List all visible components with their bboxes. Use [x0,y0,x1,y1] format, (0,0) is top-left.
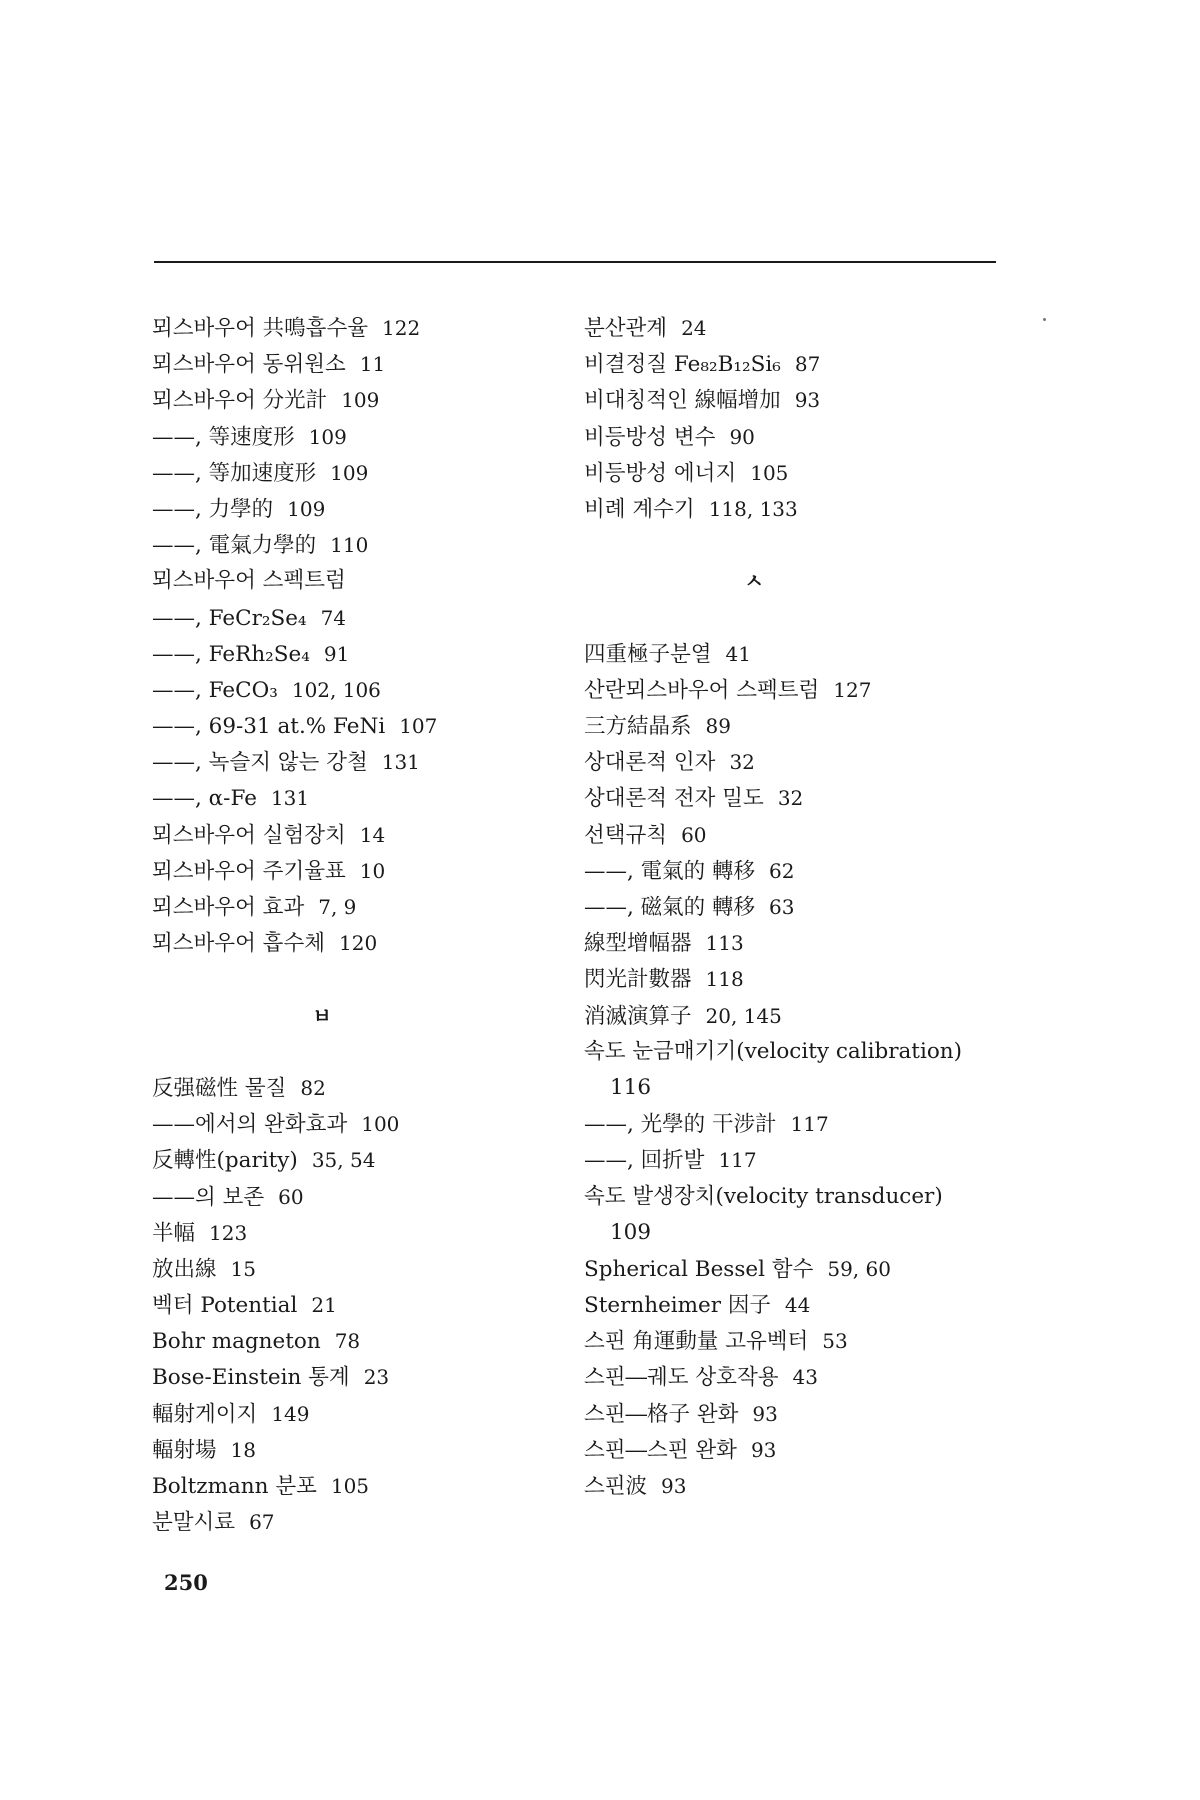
index-page-ref: 110 [330,533,369,558]
index-term: 스핀―格子 완화 [584,1401,739,1427]
index-entry [152,1504,572,1540]
index-term: 선택규칙 [584,822,668,848]
index-term: 閃光計數器 [584,967,692,993]
index-term: ——, 回折발 [584,1148,705,1174]
index-term: 輻射場 [152,1437,217,1463]
index-entry [152,1432,572,1468]
index-page-ref: 118 [705,967,744,992]
index-entry [152,1323,572,1359]
index-entry [152,817,572,853]
index-term: ——, 等加速度形 [152,460,317,486]
index-term: 분말시료 [152,1510,236,1536]
index-page-ref: 131 [270,786,310,811]
index-entry [584,310,1014,346]
index-term: 뫼스바우어 동위원소 [152,352,346,378]
index-entry [152,1287,572,1323]
index-entry [584,925,1014,961]
index-page-ref: 109 [308,424,347,449]
index-term: ——, 電氣的 轉移 [584,858,756,884]
index-page-ref: 105 [330,1474,370,1498]
index-page-ref: 82 [300,1075,326,1100]
index-entry [584,636,1014,672]
index-entry [584,817,1014,853]
index-entry [152,563,572,599]
index-term: 산란뫼스바우어 스펙트럼 [584,677,820,703]
index-page-ref: 113 [705,931,744,956]
index-entry [584,780,1014,816]
index-term: 109 [610,1219,652,1245]
index-page-ref: 74 [320,605,347,630]
index-term: Bohr magneton [152,1329,321,1355]
index-page-ref: 53 [822,1329,848,1354]
section-gap [584,527,1014,563]
index-entry [152,925,572,961]
page-number: 250 [164,1570,208,1595]
index-term: ——, 69-31 at.% FeNi [152,714,386,740]
index-term: ——, FeCr₂Se₄ [152,605,307,631]
index-term: 뫼스바우어 효과 [152,895,305,920]
index-term: ——, 磁氣的 轉移 [584,895,756,920]
index-page-ref: 41 [725,641,751,666]
index-term: ——, 力學的 [152,496,274,522]
index-term: 뫼스바우어 흡수체 [152,931,325,957]
index-page-ref: 93 [794,388,821,413]
index-term: ——, 電氣力學的 [152,533,317,559]
section-gap [152,961,572,997]
index-term: 상대론적 인자 [584,750,716,776]
index-term: 스핀 角運動量 고유벡터 [584,1329,809,1355]
index-term: 反强磁性 물질 [152,1075,287,1101]
index-entry [584,1034,1014,1070]
index-entry [152,310,572,346]
index-page-ref: 87 [794,352,821,377]
index-page-ref: 109 [287,496,326,521]
section-letter: ㅅ [744,569,764,594]
index-entry [584,1106,1014,1142]
index-term: 뫼스바우어 주기율표 [152,858,346,884]
index-entry [584,1142,1014,1178]
index-entry [152,853,572,889]
index-page-ref: 14 [359,822,386,847]
index-term: ——, 녹슬지 않는 강철 [152,750,368,776]
index-page-ref: 32 [777,786,804,811]
index-term: 상대론적 전자 밀도 [584,786,764,812]
index-entry [152,1215,572,1251]
index-page-ref: 122 [382,316,421,340]
index-entry [152,1396,572,1432]
index-term: ——, FeCO₃ [152,677,278,703]
index-entry [152,346,572,382]
section-gap [584,600,1014,636]
index-term: 消滅演算子 [584,1003,692,1029]
index-page-ref: 44 [784,1293,811,1318]
index-column-right [584,310,1014,1504]
index-term: ——, FeRh₂Se₄ [152,641,310,667]
index-page-ref: 11 [359,352,386,377]
index-term: 뫼스바우어 스펙트럼 [152,568,346,594]
index-page-ref: 120 [339,931,378,956]
index-page-ref: 107 [399,714,438,739]
index-term: Spherical Bessel 함수 [584,1256,814,1282]
index-entry [584,889,1014,925]
index-entry [584,1287,1014,1323]
index-entry [152,672,572,708]
index-page-ref: 117 [790,1112,829,1137]
index-page-ref: 60 [681,822,707,847]
index-term: 線型增幅器 [584,931,692,957]
index-page-ref: 21 [311,1293,337,1318]
index-page-ref: 123 [209,1220,248,1245]
index-term: 放出線 [152,1256,217,1282]
index-entry [584,1323,1014,1359]
index-entry [584,1179,1014,1215]
index-term: ——, α-Fe [152,786,257,812]
index-entry [584,998,1014,1034]
index-term: 輻射게이지 [152,1401,258,1427]
index-term: 비대칭적인 線幅增加 [584,388,781,414]
index-entry [584,346,1014,382]
index-page-ref: 35, 54 [311,1148,376,1173]
index-entry [584,1432,1014,1468]
index-entry [584,744,1014,780]
index-page-ref: 105 [750,460,789,485]
index-page-ref: 62 [769,858,795,883]
index-term: 비등방성 변수 [584,424,716,450]
index-entry [152,1179,572,1215]
index-page-ref: 93 [661,1474,687,1498]
index-entry [152,1070,572,1106]
index-term: 벡터 Potential [152,1293,298,1319]
index-entry [152,600,572,636]
index-page-ref: 15 [230,1256,256,1281]
index-term: Bose-Einstein 통계 [152,1365,350,1391]
index-page-ref: 91 [323,641,350,666]
index-entry [152,780,572,816]
index-term: 스핀―궤도 상호작용 [584,1365,779,1391]
index-entry [152,1468,572,1504]
index-page-ref: 118, 133 [708,496,798,521]
index-column-left [152,310,572,1540]
index-term: 속도 발생장치(velocity transducer) [584,1183,943,1209]
index-term: 116 [610,1074,652,1100]
index-entry [152,1251,572,1287]
index-entry [584,1070,1014,1106]
index-term: ——에서의 완화효과 [152,1112,348,1138]
index-entry [584,455,1014,491]
index-term: Boltzmann 분포 [152,1474,317,1499]
index-page-ref: 10 [359,858,386,883]
section-gap [152,1034,572,1070]
index-term: 비등방성 에너지 [584,460,737,486]
index-entry [152,1359,572,1395]
index-entry [152,636,572,672]
index-term: 뫼스바우어 실험장치 [152,822,346,848]
index-entry [584,1468,1014,1504]
index-term: 뫼스바우어 共鳴흡수율 [152,316,368,341]
index-term: ——, 光學的 干涉計 [584,1112,777,1138]
index-page-ref: 100 [361,1112,400,1137]
index-entry [152,455,572,491]
index-page-ref: 102, 106 [291,677,381,702]
index-term: 스핀―스핀 완화 [584,1437,737,1463]
index-entry [152,708,572,744]
header-rule [154,261,996,263]
index-term: 스핀波 [584,1474,648,1499]
index-entry [584,1396,1014,1432]
section-letter: ㅂ [312,1003,332,1028]
index-entry [584,1359,1014,1395]
index-page-ref: 24 [681,316,707,340]
index-page-ref: 20, 145 [705,1003,782,1028]
index-entry [152,527,572,563]
index-entry [152,889,572,925]
index-page-ref: 131 [381,750,420,775]
index-page-ref: 67 [249,1510,275,1535]
index-entry [584,382,1014,418]
index-page-ref: 18 [230,1437,256,1462]
index-entry [584,1215,1014,1251]
index-entry [584,419,1014,455]
index-entry [584,491,1014,527]
index-entry [152,1142,572,1178]
index-page-ref: 7, 9 [318,895,357,919]
index-term: 半幅 [152,1220,196,1246]
index-term: 뫼스바우어 分光計 [152,388,328,414]
index-term: 反轉性(parity) [152,1148,298,1174]
index-page-ref: 78 [334,1329,361,1354]
index-page-ref: 117 [718,1148,757,1173]
index-page-ref: 93 [750,1437,777,1462]
index-page-ref: 149 [271,1401,310,1426]
index-term: Sternheimer 因子 [584,1293,771,1319]
index-page-ref: 43 [792,1365,818,1390]
index-entry [584,1251,1014,1287]
index-term: 비례 계수기 [584,496,695,522]
index-page-ref: 89 [705,714,731,739]
index-term: 四重極子분열 [584,641,712,667]
scan-speck [1043,318,1046,321]
index-term: ——의 보존 [152,1184,265,1210]
index-entry [584,708,1014,744]
index-entry [152,382,572,418]
index-page-ref: 23 [363,1365,390,1390]
index-term: ——, 等速度形 [152,424,295,450]
index-page-ref: 32 [729,750,755,775]
index-page-ref: 60 [278,1184,304,1209]
index-term: 비결정질 Fe₈₂B₁₂Si₆ [584,352,781,378]
index-term: 속도 눈금매기기(velocity calibration) [584,1038,962,1064]
index-term: 분산관계 [584,316,668,341]
index-page-ref: 63 [769,895,795,919]
index-page-ref: 109 [330,460,369,485]
index-page-ref: 59, 60 [827,1256,891,1281]
index-entry [152,744,572,780]
index-entry [152,419,572,455]
index-term: 三方結晶系 [584,714,692,740]
index-entry [152,491,572,527]
index-entry [584,853,1014,889]
index-entry [584,672,1014,708]
index-page-ref: 90 [729,424,755,449]
index-entry [152,1106,572,1142]
index-entry [584,961,1014,997]
index-page-ref: 93 [752,1401,778,1426]
index-page-ref: 127 [833,677,872,702]
index-page-ref: 109 [341,388,380,413]
